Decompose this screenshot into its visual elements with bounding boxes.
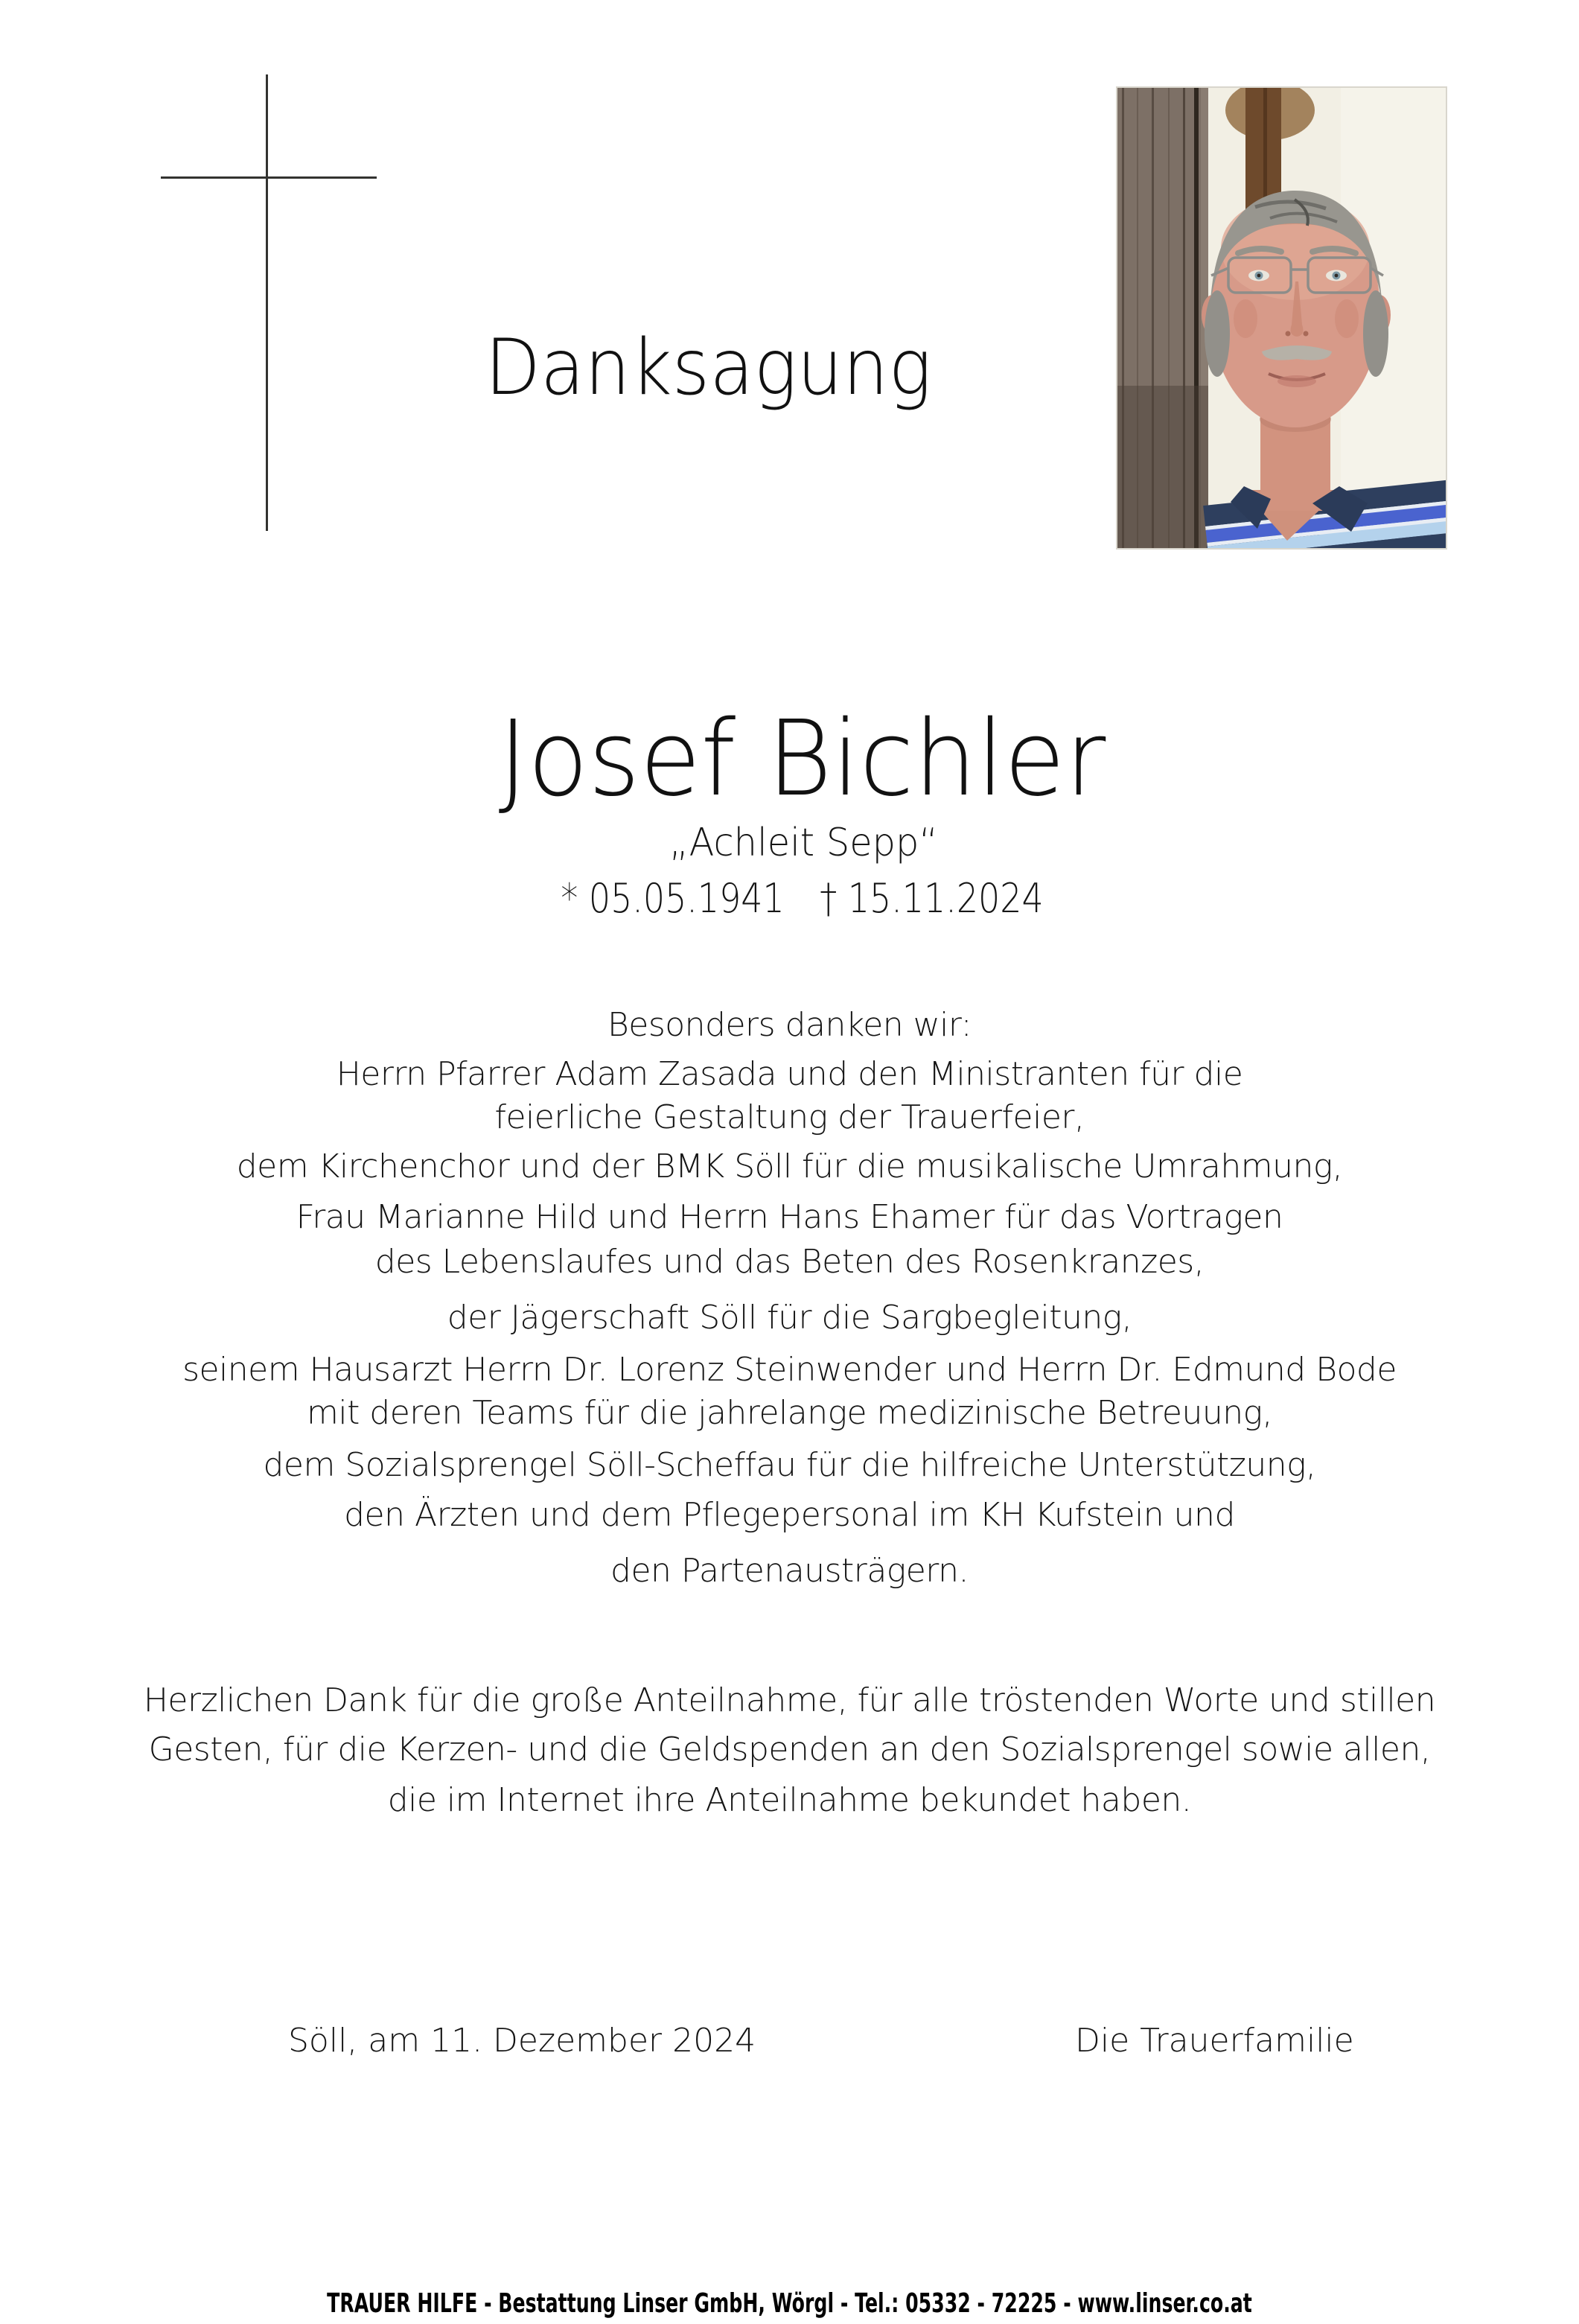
place-and-date: Söll, am 11. Dezember 2024 (288, 2022, 756, 2060)
thanks-line: Herrn Pfarrer Adam Zasada und den Ministranten für die (336, 1055, 1243, 1093)
thanks-line: der Jägerschaft Söll für die Sargbegleitung, (447, 1299, 1132, 1337)
thanks-line: des Lebenslaufes und das Beten des Rosenkranzes, (374, 1243, 1205, 1281)
photo-illustration (1117, 88, 1446, 548)
closing-line: Herzlichen Dank für die große Anteilnahme, für alle tröstenden Worte und stillen (143, 1681, 1436, 1719)
thanks-line: seinem Hausarzt Herrn Dr. Lorenz Steinwender und Herrn Dr. Edmund Bode (182, 1351, 1397, 1389)
life-dates (131, 875, 1473, 922)
mourning-family: Die Trauerfamilie (1075, 2022, 1354, 2060)
death-date: † 15.11.2024 (820, 875, 1044, 922)
thanks-line: Frau Marianne Hild und Herrn Hans Ehamer für das Vortragen (296, 1198, 1283, 1236)
thanks-line: mit deren Teams für die jahrelange medizinische Betreuung, (306, 1394, 1272, 1432)
thanks-intro: Besonders danken wir: (607, 1006, 972, 1044)
thanks-line: feierliche Gestaltung der Trauerfeier, (494, 1098, 1085, 1136)
birth-date: * 05.05.1941 (561, 875, 785, 922)
thanks-line: dem Kirchenchor und der BMK Söll für die musikalische Umrahmung, (236, 1147, 1343, 1185)
cross-icon-bar (161, 176, 377, 179)
funeral-home-footer: TRAUER HILFE - Bestattung Linser GmbH, Wörgl - Tel.: 05332 - 72225 - www.linser.co.at (327, 2288, 1252, 2319)
cross-icon (266, 74, 268, 531)
thanks-line: den Ärzten und dem Pflegepersonal im KH Kufstein und (344, 1496, 1235, 1534)
deceased-name: Josef Bichler (498, 698, 1106, 820)
closing-line: Gesten, für die Kerzen- und die Geldspenden an den Sozialsprengel sowie allen, (148, 1731, 1431, 1769)
wood-background (1117, 88, 1208, 548)
deceased-nickname: „Achleit Sepp“ (669, 821, 938, 865)
thanks-line: dem Sozialsprengel Söll-Scheffau für die hilfreiche Unterstützung, (263, 1446, 1316, 1484)
thanks-line: den Partenausträgern. (610, 1552, 969, 1590)
closing-line: die im Internet ihre Anteilnahme bekundet haben. (387, 1781, 1192, 1819)
card-type-title: Danksagung (485, 323, 932, 413)
portrait-photo (1116, 86, 1447, 550)
